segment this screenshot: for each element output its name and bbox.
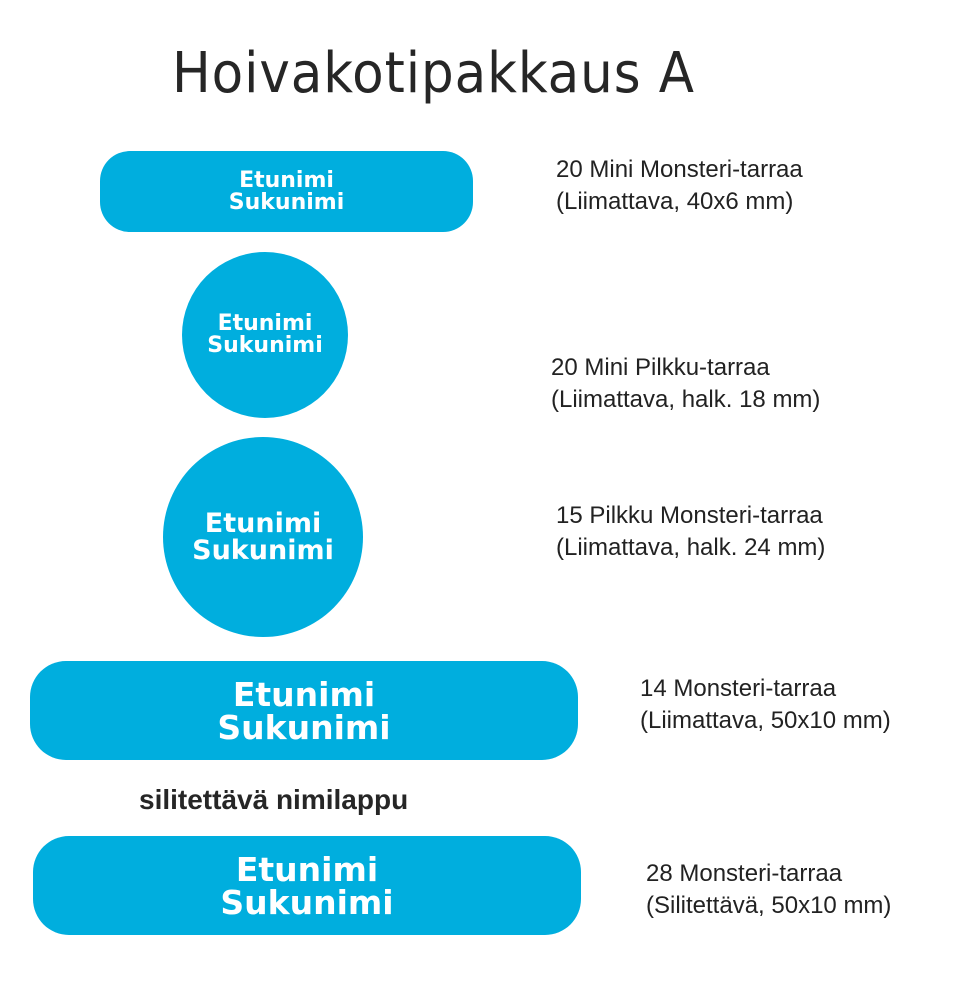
iron-on-monster-label-description	[646, 858, 891, 922]
sticker-last-name: Sukunimi	[192, 535, 334, 566]
iron-on-monster-label-preview	[33, 836, 581, 935]
sticker-first-name: Etunimi	[217, 311, 313, 336]
sticker-first-name: Etunimi	[239, 167, 334, 193]
mini-dot-sticker-preview	[182, 252, 348, 418]
sticker-quantity-label: 14 Monsteri-tarraa	[640, 675, 837, 702]
iron-on-label-heading: silitettävä nimilappu	[139, 784, 409, 815]
dot-monster-sticker-preview	[163, 437, 363, 637]
sticker-spec-label: (Liimattava, 50x10 mm)	[640, 707, 891, 734]
sticker-first-name: Etunimi	[204, 508, 322, 539]
sticker-last-name: Sukunimi	[207, 333, 323, 358]
sticker-quantity-label: 28 Monsteri-tarraa	[646, 860, 843, 887]
sticker-quantity-label: 20 Mini Pilkku-tarraa	[551, 354, 770, 381]
dot-monster-sticker-description	[556, 500, 825, 564]
mini-monster-sticker-description	[556, 154, 803, 218]
sticker-first-name: Etunimi	[235, 849, 379, 889]
sticker-spec-label: (Liimattava, halk. 18 mm)	[551, 386, 821, 413]
sticker-quantity-label: 20 Mini Monsteri-tarraa	[556, 156, 803, 183]
sticker-last-name: Sukunimi	[228, 189, 345, 215]
mini-monster-sticker-preview	[100, 151, 473, 232]
sticker-last-name: Sukunimi	[217, 707, 391, 747]
mini-dot-sticker-description	[551, 352, 820, 416]
sticker-first-name: Etunimi	[232, 674, 376, 714]
page-title: Hoivakotipakkaus A	[172, 41, 695, 106]
sticker-spec-label: (Liimattava, 40x6 mm)	[556, 188, 794, 215]
monster-sticker-description	[640, 673, 891, 737]
sticker-spec-label: (Silitettävä, 50x10 mm)	[646, 892, 892, 919]
sticker-last-name: Sukunimi	[220, 882, 394, 922]
sticker-spec-label: (Liimattava, halk. 24 mm)	[556, 534, 826, 561]
monster-sticker-preview	[30, 661, 578, 760]
sticker-quantity-label: 15 Pilkku Monsteri-tarraa	[556, 502, 823, 529]
